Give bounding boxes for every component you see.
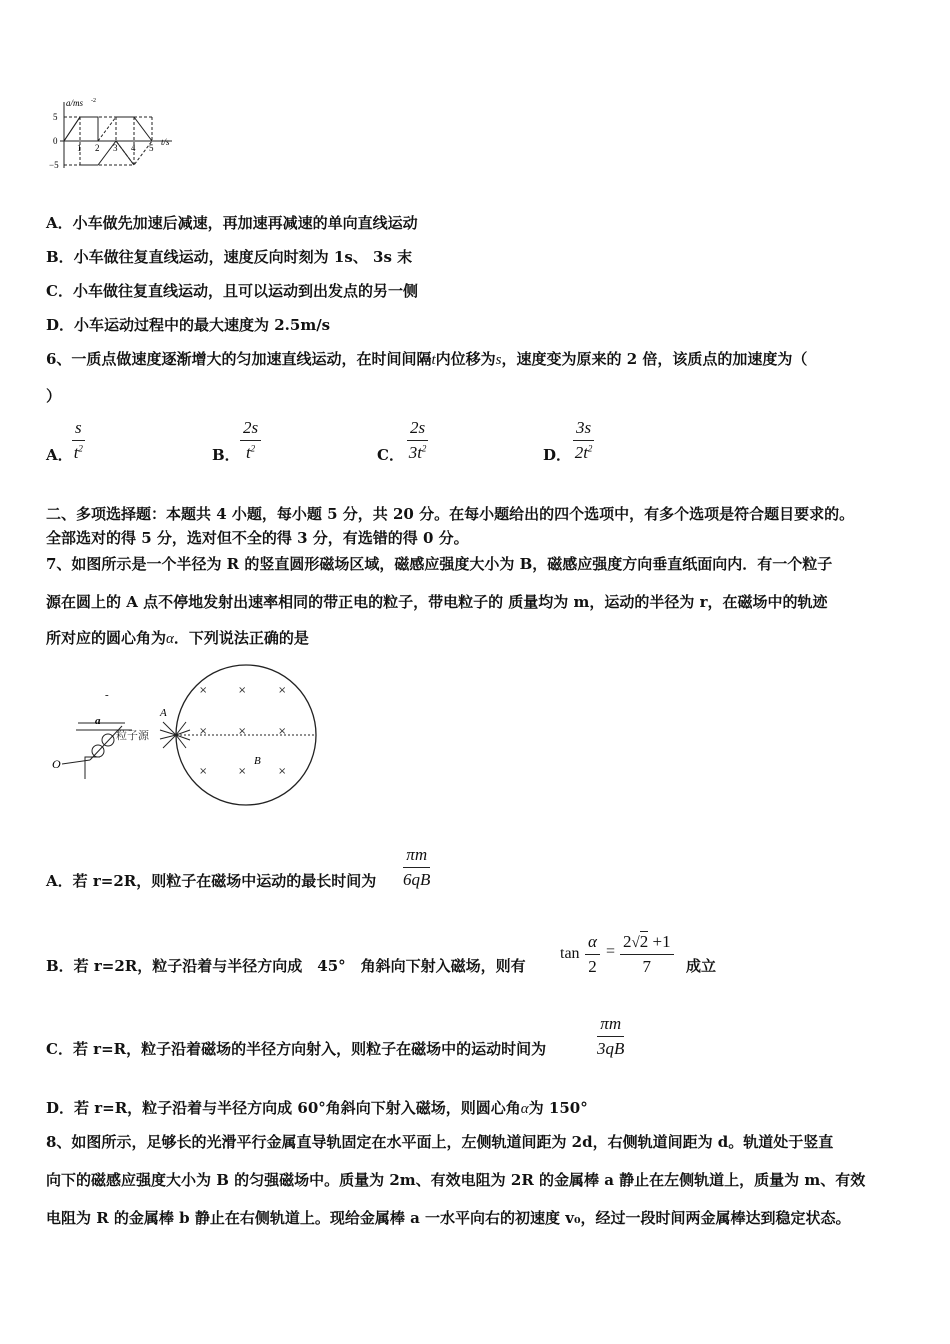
graph-xtick: 1 [77, 143, 82, 153]
fraction [72, 418, 85, 463]
den-text: 2t [574, 443, 588, 462]
fraction [597, 1014, 624, 1059]
q6-stem-part: 内位移为 [435, 350, 496, 368]
den-exponent: 2 [250, 443, 256, 454]
field-cross: × [199, 766, 208, 777]
q7-stem-line3 [46, 627, 309, 648]
den-text: t [73, 443, 79, 462]
fraction-denominator: 7 [642, 957, 652, 976]
fraction [585, 932, 600, 977]
den-text: t [245, 443, 251, 462]
fraction-denominator [72, 441, 85, 463]
field-cross: × [278, 685, 287, 696]
graph-xtick: 3 [113, 143, 118, 153]
field-cross: × [238, 685, 247, 696]
den-exponent: 2 [78, 443, 83, 454]
field-cross: × [278, 726, 287, 737]
plus-term: +1 [648, 932, 671, 951]
q8-stem-line2: 向下的磁感应强度大小为 B 的匀强磁场中。质量为 2m、有效电阻为 2R 的金属棒 a 静止在左侧轨道上，质量为 m、有效 [46, 1171, 866, 1189]
q7-stem-text: 所对应的圆心角为 [46, 629, 167, 647]
q7-stem-line2: 源在圆上的 A 点不停地发射出速率相同的带正电的粒子，带电粒子的 质量均为 m，运动的半径为 r，在磁场中的轨迹 [46, 593, 828, 611]
graph-ytick: −5 [49, 160, 59, 170]
particle-source-label: 粒子源 [116, 729, 149, 742]
graph-ytick: 5 [53, 112, 58, 122]
q7-option-d [46, 1097, 588, 1118]
tan-function: tan [560, 945, 580, 962]
fraction-numerator: πm [597, 1014, 624, 1037]
graph-xtick: 2 [95, 143, 100, 153]
q7-option-b-end: 成立 [686, 957, 717, 975]
option-text: D．若 r=R，粒子沿着与半径方向成 60°角斜向下射入磁场，则圆心角 [46, 1099, 521, 1117]
point-b-label: B [254, 755, 261, 767]
graph-ytick: 0 [53, 136, 58, 146]
option-text: B．若 r=2R，粒子沿着与半径方向成 45° 角斜向下射入磁场，则有 [46, 957, 526, 975]
equals-sign: = [606, 943, 616, 960]
graph-ylabel-sup: -2 [91, 98, 96, 104]
field-cross: × [238, 766, 247, 777]
q6-stem [46, 348, 807, 369]
option-label: C． [377, 446, 404, 464]
option-label: B． [212, 446, 240, 464]
fraction-numerator: 3s [573, 418, 594, 441]
option-text: C．若 r=R，粒子沿着磁场的半径方向射入，则粒子在磁场中的运动时间为 [46, 1040, 547, 1058]
magnetic-field-figure [50, 660, 330, 840]
q5-option-d: D．小车运动过程中的最大速度为 2.5m/s [46, 316, 331, 334]
q6-stem-end: ） [46, 387, 62, 405]
option-text: A．若 r=2R，则粒子在磁场中运动的最长时间为 [46, 872, 377, 890]
fraction-numerator: πm [403, 845, 430, 868]
q7-option-b [46, 955, 526, 976]
q7-option-c [46, 1038, 546, 1059]
q6-stem-part: ，速度变为原来的 2 倍，该质点的加速度为（ [501, 350, 808, 368]
acceleration-time-graph [48, 96, 188, 176]
q5-option-c: C．小车做往复直线运动，且可以运动到出发点的另一侧 [46, 282, 418, 300]
fraction-numerator: 2s [407, 418, 428, 441]
q5-option-a: A．小车做先加速后减速，再加速再减速的单向直线运动 [46, 214, 418, 232]
point-o-label: O [52, 757, 61, 771]
field-cross: × [278, 766, 287, 777]
fraction-numerator: 2s [240, 418, 261, 441]
fraction-numerator [620, 932, 674, 955]
fraction-numerator: α [585, 932, 600, 955]
graph-xtick: 5 [149, 143, 154, 153]
alpha-symbol: α [166, 631, 174, 647]
fraction [240, 418, 261, 463]
fraction [573, 418, 594, 463]
section2-heading-line2: 全部选对的得 5 分，选对但不全的得 3 分，有选错的得 0 分。 [46, 529, 469, 547]
q5-option-b: B．小车做往复直线运动，速度反向时刻为 1s、 3s 末 [46, 248, 413, 266]
q7-option-a [46, 870, 376, 891]
fraction [407, 418, 428, 463]
sqrt-sign: √ [631, 935, 640, 951]
alpha-symbol: α [520, 1101, 529, 1117]
field-cross: × [238, 726, 247, 737]
q6-var-s: s [495, 352, 502, 368]
fraction-denominator: 3qB [597, 1039, 625, 1058]
fraction [403, 845, 430, 890]
fraction-denominator [240, 441, 261, 463]
point-a-label: A [160, 707, 167, 719]
section2-heading-line1: 二、多项选择题：本题共 4 小题，每小题 5 分，共 20 分。在每小题给出的四个选项中，有多个选项是符合题目要求的。 [46, 505, 855, 523]
fraction-denominator [407, 441, 428, 463]
q8-stem-line1: 8、如图所示，足够长的光滑平行金属直导轨固定在水平面上，左侧轨道间距为 2d，右侧轨道间距为 d。轨道处于竖直 [46, 1133, 834, 1151]
sqrt-radicand: 2 [639, 932, 649, 951]
option-text: 为 150° [528, 1099, 588, 1117]
rod-a-label: a [95, 715, 101, 727]
fraction-numerator: s [72, 418, 85, 441]
q6-var-t: t [431, 352, 436, 368]
minus-sign: - [105, 689, 109, 701]
fraction-denominator: 6qB [403, 870, 431, 889]
den-exponent: 2 [587, 443, 593, 454]
den-exponent: 2 [421, 443, 427, 454]
fraction-denominator [573, 441, 594, 463]
graph-xtick: 4 [131, 143, 136, 153]
fraction-denominator: 2 [588, 957, 597, 976]
q8-stem-line3: 电阻为 R 的金属棒 b 静止在右侧轨道上。现给金属棒 a 一水平向右的初速度 v₀，经过一段时间两金属棒达到稳定状态。 [46, 1209, 851, 1227]
graph-ylabel: a/ms [66, 98, 84, 108]
coefficient: 2 [623, 932, 632, 951]
den-text: 3t [408, 443, 422, 462]
field-cross: × [199, 726, 208, 737]
option-label: A． [46, 446, 73, 464]
field-cross: × [199, 685, 208, 696]
fraction [620, 932, 674, 977]
graph-xlabel: t/s [161, 137, 170, 147]
q6-stem-part: 6、一质点做速度逐渐增大的匀加速直线运动，在时间间隔 [46, 350, 432, 368]
q7-stem-text: ．下列说法正确的是 [173, 629, 309, 647]
q7-stem-line1: 7、如图所示是一个半径为 R 的竖直圆形磁场区域，磁感应强度大小为 B，磁感应强度方向垂直纸面向内．有一个粒子 [46, 555, 833, 573]
option-label: D． [543, 446, 572, 464]
